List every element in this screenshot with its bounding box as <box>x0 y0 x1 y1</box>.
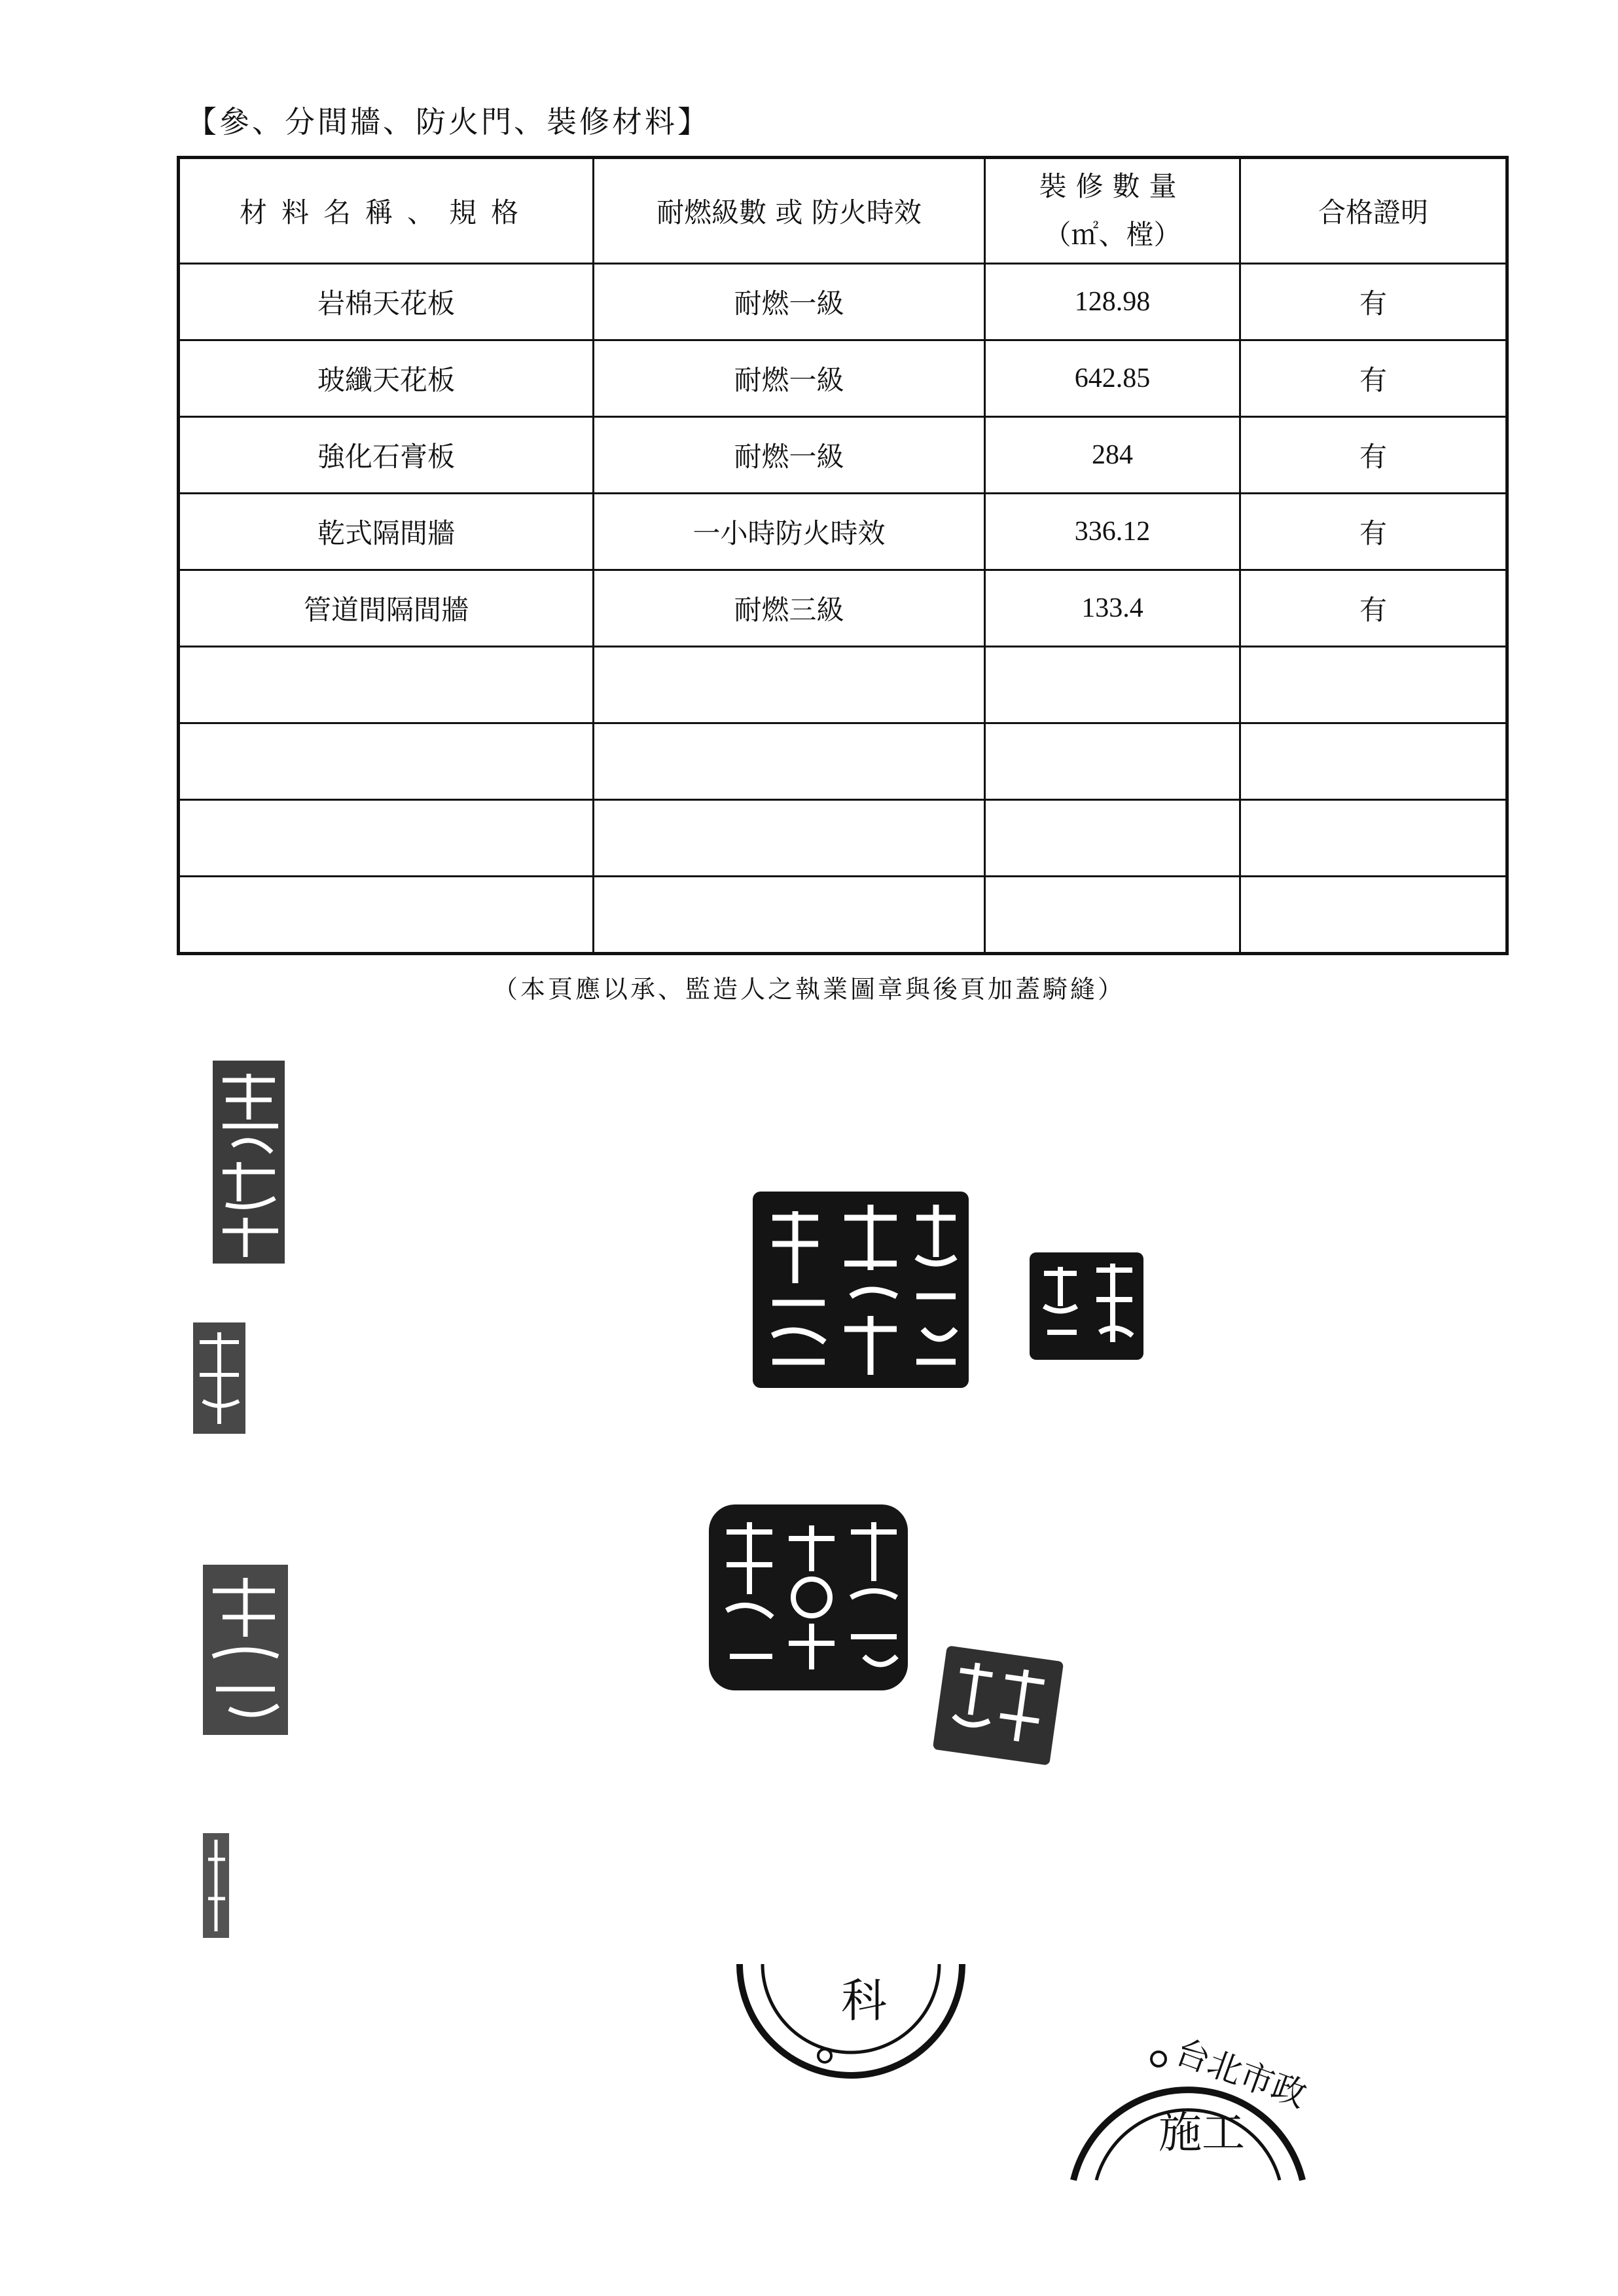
cell-quantity: 133.4 <box>985 570 1240 647</box>
cell-certificate <box>1240 723 1507 800</box>
table-row-empty <box>179 800 1507 877</box>
partial-seal-left-1 <box>187 1054 291 1270</box>
cell-certificate <box>1240 647 1507 723</box>
round-seal-2 <box>1064 2016 1312 2187</box>
cell-quantity <box>985 800 1240 877</box>
header-quantity-line2: （㎡、樘） <box>1043 219 1181 251</box>
square-seal-small <box>1024 1247 1149 1365</box>
cell-certificate <box>1240 877 1507 954</box>
table-row <box>179 417 1507 494</box>
header-quantity-line1: 裝修數量 <box>1039 170 1186 202</box>
cell-name <box>179 877 594 954</box>
round-seal-2-inner: 施工 <box>1159 2107 1245 2158</box>
header-quantity <box>985 158 1240 264</box>
square-seal-tilted <box>929 1643 1067 1768</box>
cell-quantity: 336.12 <box>985 494 1240 570</box>
table-row <box>179 340 1507 417</box>
square-seal-engraved <box>704 1499 913 1696</box>
cell-quantity <box>985 723 1240 800</box>
cell-name <box>179 800 594 877</box>
table-row <box>179 264 1507 340</box>
cell-certificate <box>1240 800 1507 877</box>
cell-grade <box>594 723 985 800</box>
partial-seal-left-3 <box>183 1558 295 1741</box>
round-seal-1 <box>733 1958 969 2115</box>
header-material-name: 材料名稱、規格 <box>179 158 594 264</box>
square-seal-large <box>746 1185 975 1394</box>
cell-name: 岩棉天花板 <box>179 264 594 340</box>
cell-name: 管道間隔間牆 <box>179 570 594 647</box>
cell-quantity: 284 <box>985 417 1240 494</box>
cell-quantity: 642.85 <box>985 340 1240 417</box>
table-row <box>179 570 1507 647</box>
cell-quantity <box>985 647 1240 723</box>
cell-name: 玻纖天花板 <box>179 340 594 417</box>
round-seal-1-text: 科 <box>841 1974 887 2028</box>
table-row-empty <box>179 647 1507 723</box>
cell-quantity <box>985 877 1240 954</box>
partial-seal-left-2 <box>173 1316 252 1440</box>
cell-grade <box>594 877 985 954</box>
cell-name <box>179 723 594 800</box>
cell-certificate: 有 <box>1240 570 1507 647</box>
table-row-empty <box>179 723 1507 800</box>
round-seal-2-text: 台北市政 <box>1170 2032 1312 2116</box>
cell-certificate: 有 <box>1240 340 1507 417</box>
partial-seal-left-4 <box>196 1827 236 1944</box>
cell-grade <box>594 647 985 723</box>
table-row <box>179 494 1507 570</box>
footnote: （本頁應以承、監造人之執業圖章與後頁加蓋騎縫） <box>492 975 1125 1004</box>
table-header-row <box>179 158 1507 264</box>
cell-grade: 一小時防火時效 <box>594 494 985 570</box>
cell-certificate: 有 <box>1240 494 1507 570</box>
cell-name: 強化石膏板 <box>179 417 594 494</box>
cell-grade: 耐燃一級 <box>594 340 985 417</box>
cell-certificate: 有 <box>1240 417 1507 494</box>
cell-grade: 耐燃一級 <box>594 417 985 494</box>
header-grade: 耐燃級數 或 防火時效 <box>594 158 985 264</box>
cell-certificate: 有 <box>1240 264 1507 340</box>
section-title: 【參、分間牆、防火門、裝修材料】 <box>187 104 710 139</box>
header-certificate: 合格證明 <box>1240 158 1507 264</box>
cell-name: 乾式隔間牆 <box>179 494 594 570</box>
table-row-empty <box>179 877 1507 954</box>
cell-grade: 耐燃三級 <box>594 570 985 647</box>
cell-quantity: 128.98 <box>985 264 1240 340</box>
cell-name <box>179 647 594 723</box>
cell-grade <box>594 800 985 877</box>
cell-grade: 耐燃一級 <box>594 264 985 340</box>
materials-table <box>177 156 1509 955</box>
